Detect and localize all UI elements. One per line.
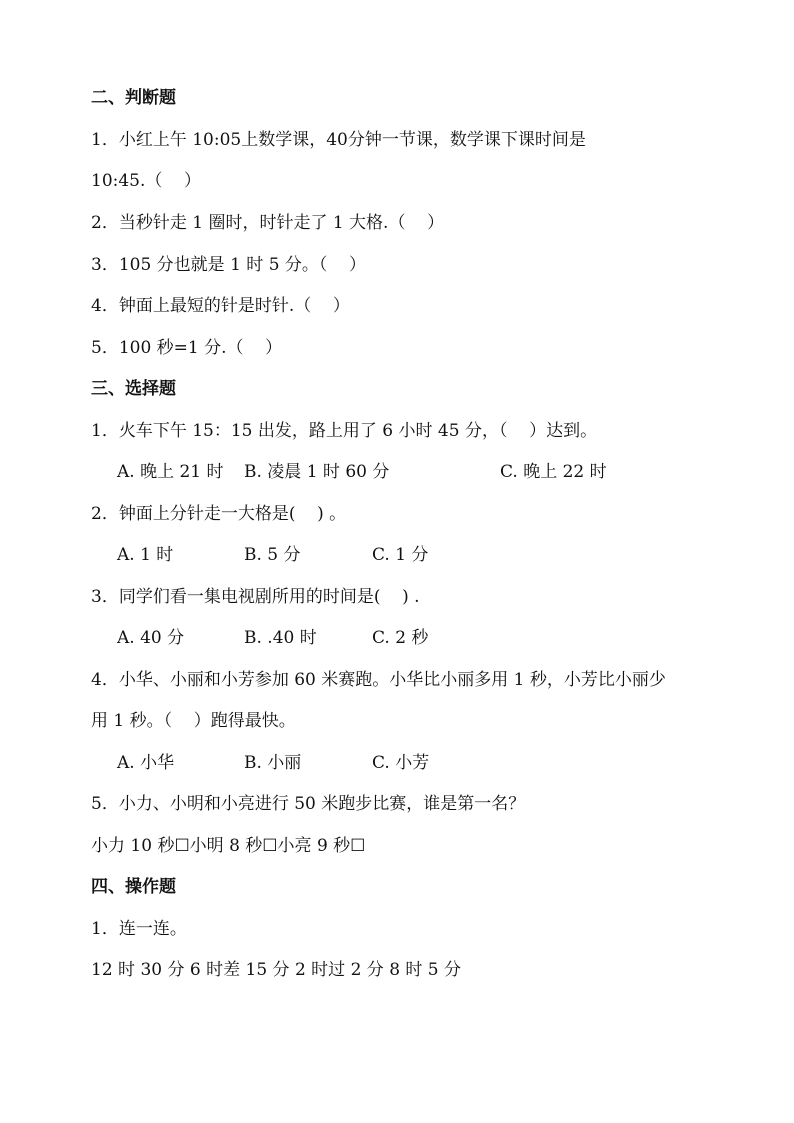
choice-question-3: 3．同学们看一集电视剧所用的时间是( ) . <box>91 587 420 607</box>
judge-question-5: 5．100 秒=1 分.（ ） <box>91 338 283 358</box>
choice-q2-option-a: A. 1 时 <box>117 545 174 565</box>
choice-q1-option-a: A. 晚上 21 时 <box>117 462 224 482</box>
choice-question-1: 1．火车下午 15：15 出发，路上用了 6 小时 45 分，（ ）达到。 <box>91 421 598 441</box>
choice-q4-option-a: A. 小华 <box>117 753 175 773</box>
choice-question-5-times: 小力 10 秒☐小明 8 秒☐小亮 9 秒☐ <box>91 836 366 856</box>
judge-question-2: 2．当秒针走 1 圈时，时针走了 1 大格.（ ） <box>91 213 445 233</box>
judge-question-1-line-2: 10:45.（ ） <box>91 171 202 191</box>
choice-q1-option-c: C. 晚上 22 时 <box>500 462 607 482</box>
choice-q3-option-b: B. .40 时 <box>244 628 317 648</box>
section-title-operate: 四、操作题 <box>91 877 176 897</box>
choice-q3-option-c: C. 2 秒 <box>372 628 429 648</box>
judge-question-1-line-1: 1．小红上午 10:05上数学课，40分钟一节课，数学课下课时间是 <box>91 130 586 150</box>
choice-question-2: 2．钟面上分针走一大格是( ) 。 <box>91 504 347 524</box>
judge-question-4: 4．钟面上最短的针是时针.（ ） <box>91 296 350 316</box>
choice-q3-option-a: A. 40 分 <box>117 628 185 648</box>
choice-q2-option-b: B. 5 分 <box>244 545 301 565</box>
judge-question-3: 3．105 分也就是 1 时 5 分。（ ） <box>91 255 367 275</box>
section-title-choice: 三、选择题 <box>91 379 176 399</box>
operate-question-1: 1．连一连。 <box>91 919 187 939</box>
choice-q1-option-b: B. 凌晨 1 时 60 分 <box>244 462 390 482</box>
section-title-judge: 二、判断题 <box>91 88 176 108</box>
choice-question-4-line-2: 用 1 秒。（ ）跑得最快。 <box>91 711 296 731</box>
operate-question-1-times: 12 时 30 分 6 时差 15 分 2 时过 2 分 8 时 5 分 <box>91 960 462 980</box>
choice-q2-option-c: C. 1 分 <box>372 545 429 565</box>
choice-q4-option-b: B. 小丽 <box>244 753 302 773</box>
choice-question-4-line-1: 4．小华、小丽和小芳参加 60 米赛跑。小华比小丽多用 1 秒，小芳比小丽少 <box>91 670 666 690</box>
choice-question-5: 5．小力、小明和小亮进行 50 米跑步比赛，谁是第一名？ <box>91 794 526 814</box>
choice-q4-option-c: C. 小芳 <box>372 753 430 773</box>
